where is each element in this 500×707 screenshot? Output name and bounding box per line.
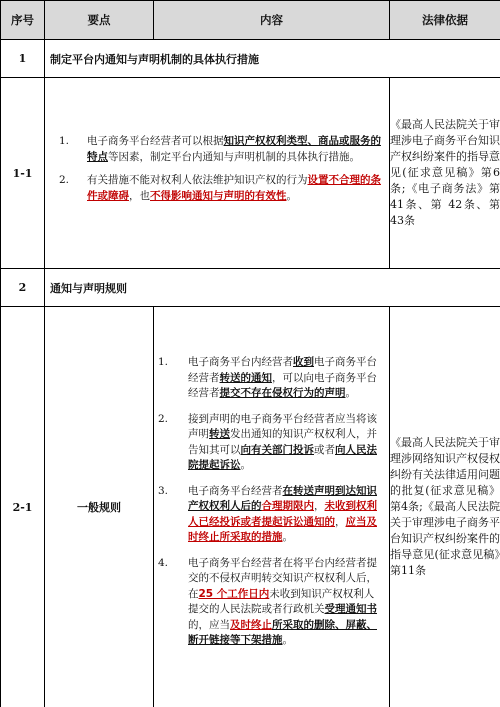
list-item-text: 电子商务平台经营者 — [188, 356, 377, 384]
list-item-text: 发出通知的知识产权权利人，并告知其可以 — [188, 428, 377, 456]
list-item-marker: 3. — [158, 484, 169, 497]
section-2-title: 通知与声明规则 — [45, 269, 500, 307]
header-seq: 序号 — [1, 1, 45, 40]
list-item-text: 电子商务平台经营者 — [188, 484, 283, 497]
row-1-1-content — [45, 78, 390, 269]
emphasized-text: 向有关部门投诉 — [240, 443, 314, 456]
row-2-1-legal-basis: 《最高人民法院关于审理涉网络知识产权侵权纠纷有关法律适用问题的批复(征求意见稿》第4条;《最高人民法院关于审理涉电子商务平台知识产权纠纷案件的指导意见(征求意见稿》第11条 — [390, 307, 500, 707]
list-item-text: 有关措施不能对权利人依法维护知识产权的行为 — [87, 174, 308, 186]
section-row-2 — [1, 269, 500, 307]
emphasized-text: 知识产权权利类型、商品或服务的特点 — [87, 135, 381, 163]
list-item — [158, 355, 383, 402]
emphasized-text: 受理通知书 — [324, 603, 377, 616]
list-item — [158, 412, 383, 474]
header-legal-basis: 法律依据 — [390, 1, 500, 40]
section-2-number: 2 — [1, 269, 45, 307]
row-1-1-number: 1-1 — [1, 78, 45, 269]
header-content: 内容 — [154, 1, 390, 40]
list-item-text: 电子商务平台经营者可以根据 — [87, 135, 224, 147]
section-row-1 — [1, 40, 500, 78]
list-item-text: 或者 — [314, 443, 335, 456]
list-item — [59, 173, 381, 204]
list-item-text: 。 — [286, 189, 297, 202]
list-item — [158, 484, 383, 546]
emphasized-text: 向人民法院提起诉讼 — [188, 443, 377, 472]
row-2-1-items — [154, 355, 389, 649]
emphasized-text: 合理期限内 — [261, 500, 314, 513]
list-item — [158, 556, 383, 649]
list-item-marker: 1. — [59, 135, 70, 147]
list-item-text: ，可以向电子商务平台经营者 — [188, 371, 377, 400]
list-item-text: ， — [314, 500, 325, 513]
row-2-1-number: 2-1 — [1, 307, 45, 707]
list-item-marker: 4. — [158, 556, 169, 569]
list-item-marker: 2. — [158, 412, 169, 425]
emphasized-text: 收到 — [293, 356, 314, 369]
row-1-1-legal-basis: 《最高人民法院关于审理涉电子商务平台知识产权纠纷案件的指导意见(征求意见稿》第6条;《电子商务法》第 41条、第 42条、第 43条 — [390, 78, 500, 269]
list-item-marker: 1. — [158, 356, 169, 369]
list-item-text: 电子商务平台经营者在将平台内经营者提交的不侵权声明转交知识产权权利人后，在 — [188, 556, 377, 600]
list-item-text: 。 — [240, 459, 251, 472]
list-item-text: 。 — [282, 634, 293, 647]
list-item-text: 。 — [282, 531, 293, 544]
emphasized-text: 不得影响通知与声明的有效性 — [150, 189, 287, 202]
list-item-text: 电子商务平台内经营者 — [188, 356, 293, 369]
emphasized-text: 应当及时终止所采取的措施 — [188, 515, 377, 544]
list-item-text: 未收到知识产权权利人提交的人民法院或者行政机关 — [188, 587, 375, 616]
section-1-title: 制定平台内通知与声明机制的具体执行措施 — [45, 40, 500, 78]
emphasized-text: 25 个工作日内 — [198, 587, 270, 600]
section-1-number: 1 — [1, 40, 45, 78]
header-key-point: 要点 — [45, 1, 154, 40]
emphasized-text: 在转送声明到达知识产权权利人后的 — [188, 484, 377, 513]
emphasized-text: 提交不存在侵权行为的声明 — [219, 387, 346, 400]
list-item — [59, 134, 381, 165]
table-row-2-1 — [1, 307, 500, 707]
emphasized-text: 转送 — [209, 428, 230, 441]
list-item-text: ，也 — [129, 189, 150, 202]
table-row-1-1 — [1, 78, 500, 269]
emphasized-text: 所采取的删除、屏蔽、断开链接等下架措施 — [188, 618, 377, 647]
emphasized-text: 设置不合理的条件或障碍 — [87, 174, 381, 202]
emphasized-text: 及时终止 — [230, 618, 272, 631]
list-item-marker: 2. — [59, 174, 70, 186]
list-item-text: 接到声明的电子商务平台经营者应当将该声明 — [188, 412, 377, 441]
list-item-text: ， — [335, 515, 346, 528]
emphasized-text: 转送的通知 — [219, 371, 272, 384]
list-item-text: 的，应当 — [188, 618, 230, 631]
list-item-text: 等因素，制定平台内通知与声明机制的具体执行措施。 — [108, 150, 360, 163]
row-1-1-items — [45, 134, 389, 204]
row-2-1-content — [154, 307, 390, 707]
header-row — [1, 1, 500, 40]
row-2-1-key-point: 一般规则 — [45, 307, 154, 707]
emphasized-text: 未收到权利人已经投诉或者提起诉讼通知的 — [188, 500, 377, 528]
list-item-text: 。 — [345, 387, 356, 400]
